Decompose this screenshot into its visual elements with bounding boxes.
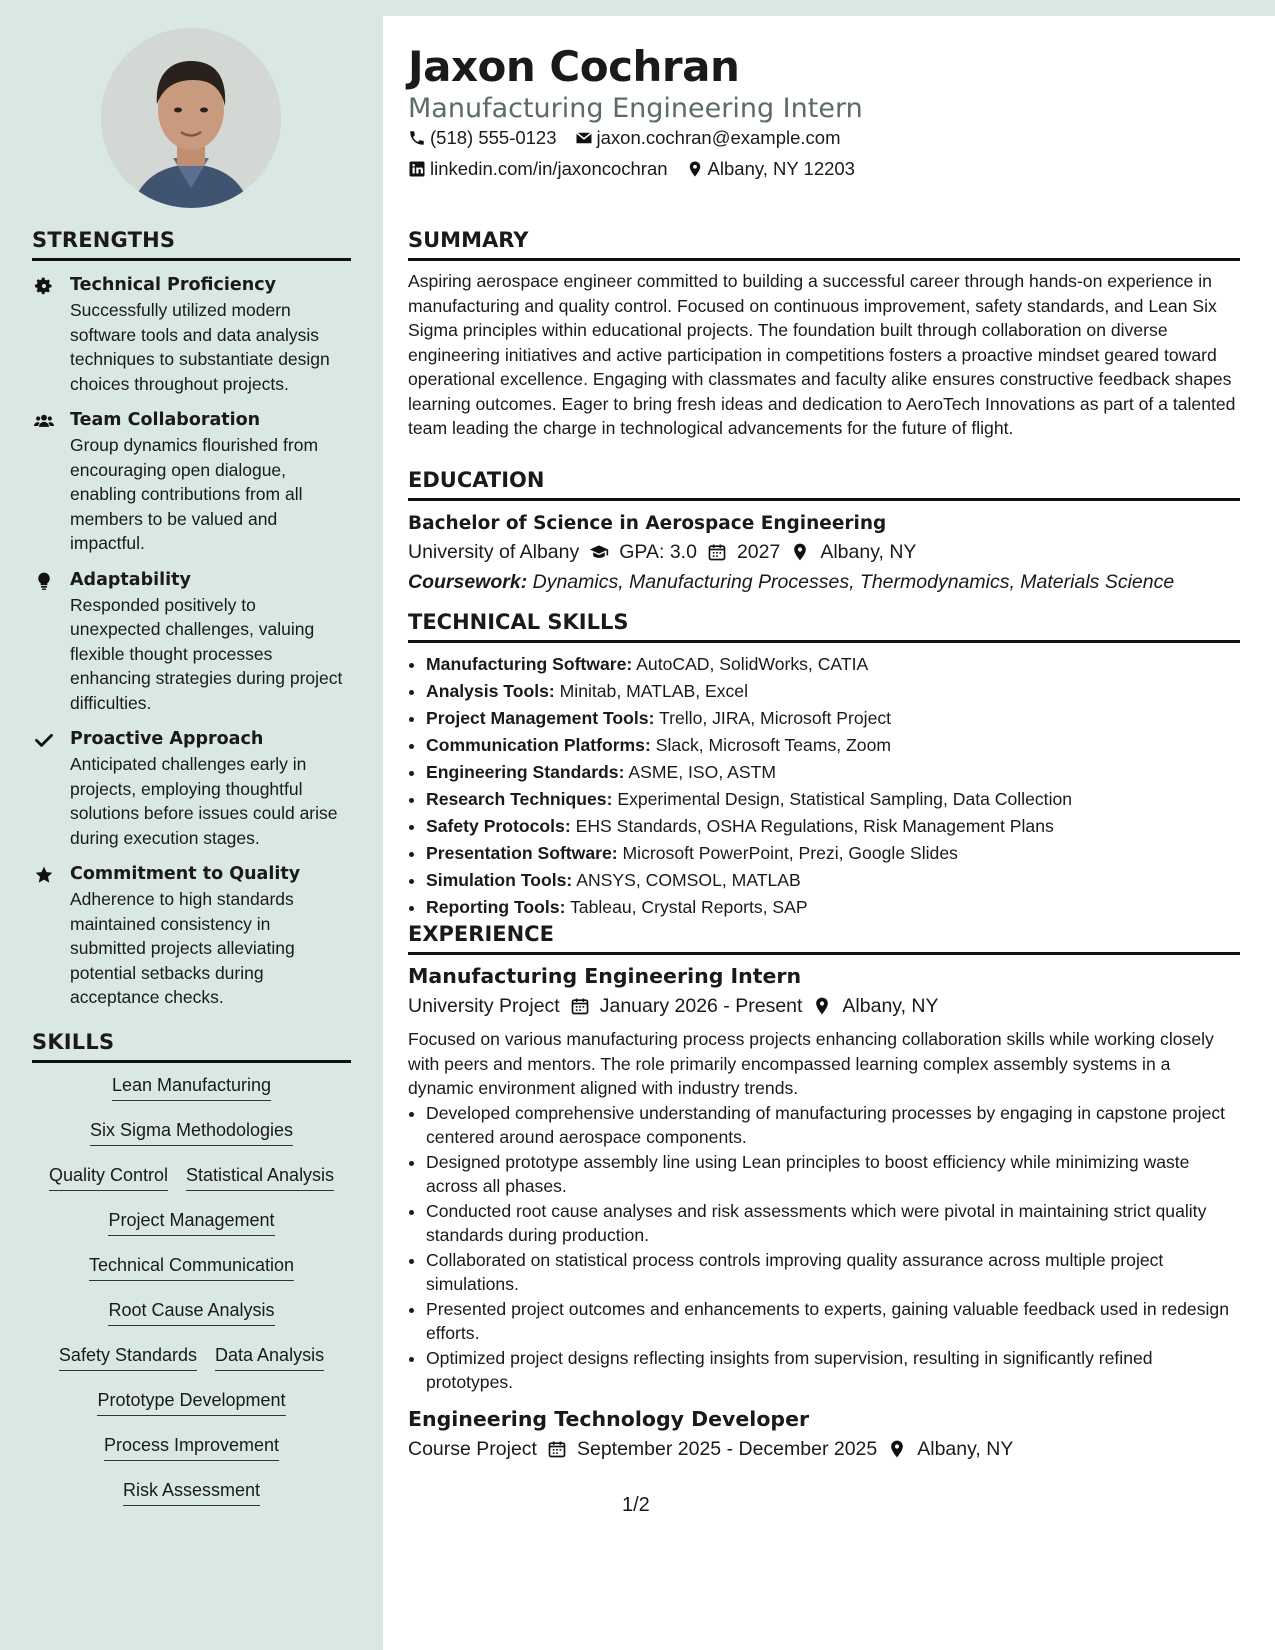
phone	[408, 127, 557, 149]
skill-tag: Six Sigma Methodologies	[90, 1118, 293, 1146]
calendar-icon	[570, 996, 590, 1016]
technical-skill-value: Tableau, Crystal Reports, SAP	[570, 897, 808, 917]
technical-skills-title: TECHNICAL SKILLS	[408, 610, 1240, 643]
education-section	[408, 468, 1240, 597]
calendar-icon	[707, 542, 727, 562]
education-location: Albany, NY	[820, 541, 917, 563]
email-text: jaxon.cochran@example.com	[596, 127, 841, 148]
calendar-icon	[547, 1439, 567, 1459]
job-title: Engineering Technology Developer	[408, 1406, 810, 1431]
job-bullet: • Conducted root cause analyses and risk assessments which were pivotal in maintaining strict quality standards during production.	[426, 1199, 1240, 1247]
job-bullet: • Developed comprehensive understanding of manufacturing processes by engaging in capstone project centered around aerospace components.	[426, 1101, 1240, 1149]
map-pin-icon	[887, 1439, 907, 1459]
technical-skill-value: Experimental Design, Statistical Sampling, Data Collection	[617, 789, 1073, 809]
technical-skill-value: Trello, JIRA, Microsoft Project	[659, 708, 892, 728]
users-icon	[34, 411, 54, 431]
strength-description: Anticipated challenges early in projects, employing thoughtful solutions before issues could arise during execution stages.	[70, 754, 338, 848]
gear-icon	[34, 276, 54, 296]
technical-skill-item	[426, 786, 1240, 813]
strength-title: Team Collaboration	[70, 410, 261, 430]
graduation-cap-icon	[589, 542, 609, 562]
contact-line-1	[408, 127, 841, 149]
strength-title: Technical Proficiency	[70, 275, 276, 295]
strength-description: Responded positively to unexpected challenges, valuing flexible thought processes enhancing strategies during project difficulties.	[70, 594, 343, 713]
strengths-list	[32, 273, 351, 1010]
strength-title: Proactive Approach	[70, 729, 264, 749]
coursework	[408, 567, 1240, 597]
lightbulb-icon	[34, 571, 54, 591]
coursework-text: Dynamics, Manufacturing Processes, Thermodynamics, Materials Science	[532, 571, 1175, 593]
candidate-role: Manufacturing Engineering Intern	[408, 93, 863, 124]
skill-tag: Technical Communication	[89, 1253, 294, 1281]
sidebar	[0, 0, 383, 1650]
contact-line-2	[408, 158, 855, 180]
linkedin-text: linkedin.com/in/jaxoncochran	[430, 158, 668, 179]
technical-skill-item	[426, 732, 1240, 759]
skill-tag: Safety Standards	[59, 1343, 197, 1371]
technical-skill-value: ANSYS, COMSOL, MATLAB	[576, 870, 801, 890]
technical-skill-label: Analysis Tools:	[426, 681, 555, 701]
technical-skill-label: Simulation Tools:	[426, 870, 573, 890]
job-org: Course Project	[408, 1437, 537, 1460]
strengths-section	[32, 228, 351, 1010]
skill-row	[32, 1433, 351, 1478]
skill-tag: Project Management	[108, 1208, 274, 1236]
skill-row	[32, 1253, 351, 1298]
coursework-label: Coursework:	[408, 571, 528, 593]
technical-skill-label: Communication Platforms:	[426, 735, 651, 755]
skill-tag: Quality Control	[49, 1163, 168, 1191]
gpa: GPA: 3.0	[619, 541, 697, 563]
job-meta	[408, 1434, 1240, 1464]
strength-title: Commitment to Quality	[70, 864, 301, 884]
strength-item	[32, 273, 351, 396]
technical-skill-item	[426, 705, 1240, 732]
technical-skill-value: Slack, Microsoft Teams, Zoom	[655, 735, 892, 755]
skill-tag: Risk Assessment	[123, 1478, 260, 1506]
technical-skill-label: Reporting Tools:	[426, 897, 566, 917]
technical-skill-item	[426, 678, 1240, 705]
strength-item	[32, 568, 351, 716]
summary-title: SUMMARY	[408, 228, 1240, 261]
summary-text: Aspiring aerospace engineer committed to building a successful career through hands-on experience in manufacturing and quality control. Focused on continuous improvement, safety standards, and Lean Six Sigma principles within educational projects. The foundation built through collaboration on diverse engineering initiatives and active participation in competitions fosters a proactive mindset geared toward operational excellence. Engaging with classmates and faculty alike ensures constructive feedback shapes learning outcomes. Eager to bring fresh ideas and dedication to AeroTech Innovations as part of a talented team leading the charge in technological advancements for the future of flight.	[408, 271, 1236, 438]
strength-description: Group dynamics flourished from encouraging open dialogue, enabling contributions from all members to be valued and impactful.	[70, 435, 319, 553]
strength-item	[32, 408, 351, 556]
technical-skill-label: Engineering Standards:	[426, 762, 625, 782]
summary-section	[408, 228, 1240, 441]
job-bullet: • Optimized project designs reflecting insights from supervision, resulting in significantly refined prototypes.	[426, 1346, 1240, 1394]
technical-skill-label: Manufacturing Software:	[426, 654, 633, 674]
school: University of Albany	[408, 541, 580, 563]
job-meta	[408, 991, 1240, 1021]
education-title: EDUCATION	[408, 468, 1240, 501]
skills-section	[32, 1030, 351, 1523]
job-dates: September 2025 - December 2025	[576, 1437, 878, 1460]
technical-skills-section	[408, 610, 1240, 921]
phone-text: (518) 555-0123	[430, 127, 557, 148]
skill-row	[32, 1163, 351, 1208]
skills-list	[32, 1073, 351, 1523]
job-bullet: • Presented project outcomes and enhancements to experts, gaining valuable feedback used in redesign efforts.	[426, 1297, 1240, 1345]
job-bullets	[408, 1101, 1240, 1394]
technical-skill-item	[426, 867, 1240, 894]
location	[686, 158, 855, 180]
email[interactable]	[575, 127, 841, 149]
skills-title: SKILLS	[32, 1030, 351, 1063]
skill-row	[32, 1208, 351, 1253]
technical-skill-item	[426, 813, 1240, 840]
skill-tag: Process Improvement	[104, 1433, 279, 1461]
strength-item	[32, 727, 351, 850]
map-pin-icon	[790, 542, 810, 562]
skill-row	[32, 1298, 351, 1343]
graduation-year: 2027	[736, 541, 781, 563]
technical-skill-item	[426, 840, 1240, 867]
technical-skill-label: Safety Protocols:	[426, 816, 571, 836]
job-dates: January 2026 - Present	[599, 995, 803, 1017]
experience-section	[408, 922, 1240, 1464]
job-entry	[408, 961, 1240, 1394]
job-org: University Project	[408, 995, 560, 1017]
skill-row	[32, 1118, 351, 1163]
job-bullet: • Designed prototype assembly line using Lean principles to boost efficiency while minimizing waste across all phases.	[426, 1150, 1240, 1198]
skill-tag: Root Cause Analysis	[108, 1298, 274, 1326]
technical-skill-item	[426, 651, 1240, 678]
technical-skill-item	[426, 894, 1240, 921]
skill-tag: Prototype Development	[97, 1388, 285, 1416]
technical-skill-value: EHS Standards, OSHA Regulations, Risk Management Plans	[575, 816, 1054, 836]
technical-skill-value: AutoCAD, SolidWorks, CATIA	[636, 654, 869, 674]
skill-row	[32, 1343, 351, 1388]
location-text: Albany, NY 12203	[707, 158, 855, 179]
technical-skill-label: Project Management Tools:	[426, 708, 655, 728]
job-description: Focused on various manufacturing process projects enhancing collaboration skills while working closely with peers and mentors. The role primarily encompassed learning complex assembly systems in a dynamic environment aligned with industry trends.	[408, 1029, 1214, 1098]
skill-tag: Statistical Analysis	[186, 1163, 334, 1191]
degree: Bachelor of Science in Aerospace Engineering	[408, 513, 887, 534]
skill-tag: Lean Manufacturing	[112, 1073, 271, 1101]
job-entry	[408, 1404, 1240, 1464]
technical-skill-value: Minitab, MATLAB, Excel	[559, 681, 749, 701]
experience-title: EXPERIENCE	[408, 922, 1240, 955]
technical-skills-list	[408, 651, 1240, 921]
check-icon	[34, 730, 54, 750]
strength-item	[32, 862, 351, 1010]
job-location: Albany, NY	[917, 1437, 1014, 1460]
skill-tag: Data Analysis	[215, 1343, 324, 1371]
skill-row	[32, 1388, 351, 1433]
job-title: Manufacturing Engineering Intern	[408, 964, 802, 988]
page-number: 1/2	[622, 1494, 650, 1516]
technical-skill-value: ASME, ISO, ASTM	[628, 762, 776, 782]
envelope-icon	[575, 129, 593, 147]
skill-row	[32, 1073, 351, 1118]
linkedin[interactable]	[408, 158, 668, 180]
technical-skill-label: Research Techniques:	[426, 789, 613, 809]
technical-skill-label: Presentation Software:	[426, 843, 618, 863]
jobs-list	[408, 961, 1240, 1464]
skill-row	[32, 1478, 351, 1523]
main-content	[408, 0, 1240, 1650]
star-icon	[34, 865, 54, 885]
strength-description: Successfully utilized modern software tools and data analysis techniques to substantiate design choices throughout projects.	[70, 300, 330, 394]
map-pin-icon	[812, 996, 832, 1016]
profile-photo	[101, 28, 281, 208]
education-meta	[408, 537, 1240, 567]
strengths-title: STRENGTHS	[32, 228, 351, 261]
job-bullet: • Collaborated on statistical process controls improving quality assurance across multiple project simulations.	[426, 1248, 1240, 1296]
technical-skill-item	[426, 759, 1240, 786]
technical-skill-value: Microsoft PowerPoint, Prezi, Google Slides	[622, 843, 958, 863]
strength-title: Adaptability	[70, 569, 191, 590]
strength-description: Adherence to high standards maintained consistency in submitted projects alleviating potential setbacks during acceptance checks.	[70, 889, 295, 1007]
map-pin-icon	[686, 160, 704, 178]
job-location: Albany, NY	[842, 995, 939, 1017]
phone-icon	[408, 129, 426, 147]
linkedin-icon	[408, 160, 426, 178]
candidate-name: Jaxon Cochran	[408, 42, 740, 91]
